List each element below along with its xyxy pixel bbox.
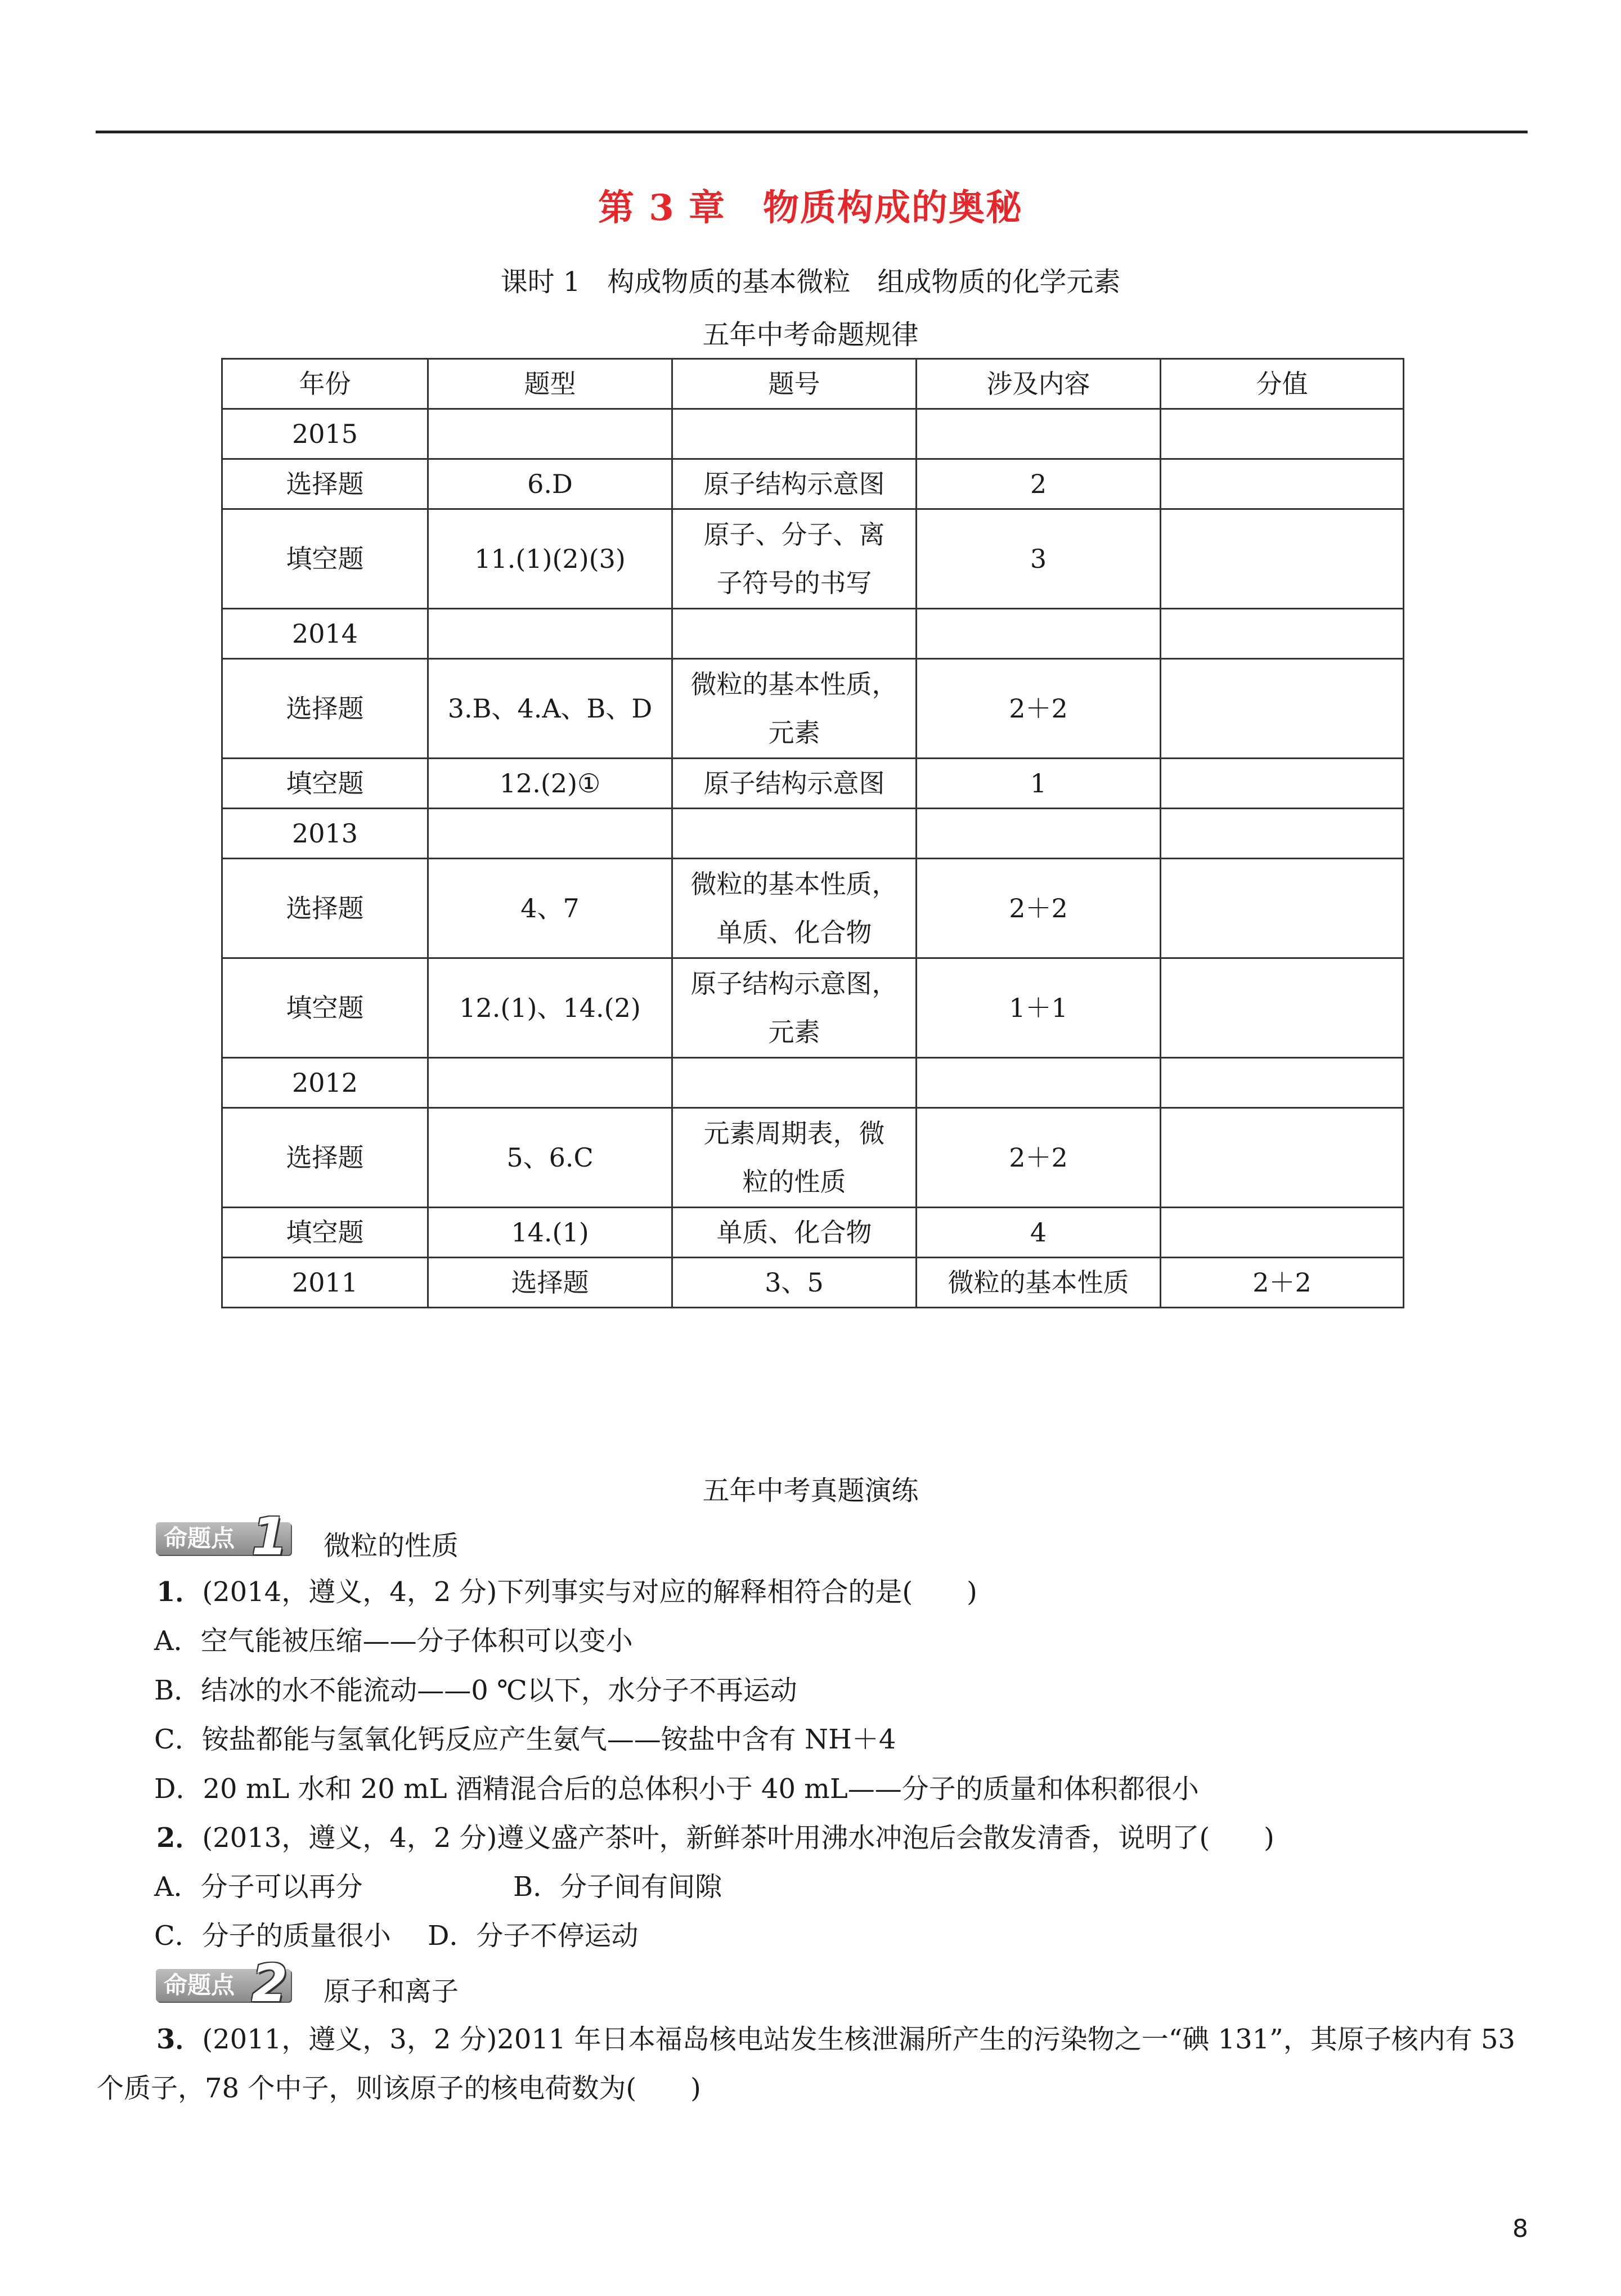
table-cell: 4 bbox=[917, 1208, 1161, 1258]
exam-rules-table bbox=[221, 358, 1404, 1308]
table-cell: 2011 bbox=[222, 1258, 428, 1308]
cell-line: 元素周期表，微 bbox=[703, 1118, 885, 1149]
question-text: (2011，遵义，3，2 分)2011 年日本福岛核电站发生核泄漏所产生的污染物之一“碘 131”，其原子核内有 53 bbox=[202, 2024, 1516, 2055]
table-cell: 填空题 bbox=[222, 509, 428, 609]
table-cell bbox=[672, 1058, 917, 1108]
cell-line: 原子结构示意图， bbox=[690, 968, 898, 999]
question-text: (2014，遵义，4，2 分)下列事实与对应的解释相符合的是( ) bbox=[202, 1576, 977, 1608]
table-cell: 3 bbox=[917, 509, 1161, 609]
question-2-option-d: D．分子不停运动 bbox=[428, 1920, 639, 1952]
table-row bbox=[222, 409, 1404, 459]
table-cell: 2＋2 bbox=[917, 1108, 1161, 1208]
table-cell: 原子结构示意图 bbox=[672, 759, 917, 809]
table-row bbox=[222, 759, 1404, 809]
header-rule bbox=[96, 131, 1528, 133]
table-row bbox=[222, 509, 1404, 609]
table-cell bbox=[1161, 859, 1404, 958]
table-cell bbox=[1161, 759, 1404, 809]
cell-line: 单质、化合物 bbox=[716, 917, 872, 948]
topic-title-2: 原子和离子 bbox=[324, 1976, 459, 2007]
table-cell bbox=[1161, 809, 1404, 859]
table-cell bbox=[428, 609, 672, 659]
lesson-title: 课时 1 构成物质的基本微粒 组成物质的化学元素 bbox=[500, 266, 1121, 298]
table-cell: 2＋2 bbox=[1161, 1258, 1404, 1308]
question-2-stem bbox=[156, 1816, 1274, 1855]
table-cell: 2＋2 bbox=[917, 859, 1161, 958]
header-number: 题号 bbox=[672, 359, 917, 409]
table-cell: 12.(1)、14.(2) bbox=[428, 958, 672, 1058]
table-cell bbox=[428, 809, 672, 859]
table-cell bbox=[1161, 1058, 1404, 1108]
question-3-line-2: 个质子，78 个中子，则该原子的核电荷数为( ) bbox=[97, 2073, 701, 2104]
table-cell bbox=[428, 409, 672, 459]
table-cell: 2012 bbox=[222, 1058, 428, 1108]
table-cell bbox=[917, 809, 1161, 859]
table-cell: 填空题 bbox=[222, 1208, 428, 1258]
table-cell bbox=[1161, 1208, 1404, 1258]
header-type: 题型 bbox=[428, 359, 672, 409]
question-2-option-c: C．分子的质量很小 bbox=[154, 1920, 391, 1952]
table-row bbox=[222, 1208, 1404, 1258]
table-cell: 5、6.C bbox=[428, 1108, 672, 1208]
cell-line: 元素 bbox=[768, 1017, 820, 1047]
table-cell: 14.(1) bbox=[428, 1208, 672, 1258]
table-cell: 选择题 bbox=[222, 1108, 428, 1208]
table-cell: 选择题 bbox=[222, 859, 428, 958]
table-cell bbox=[917, 409, 1161, 459]
table-cell bbox=[917, 1058, 1161, 1108]
table-header-row bbox=[222, 359, 1404, 409]
cell-line: 元素 bbox=[768, 718, 820, 748]
topic-badge-1 bbox=[156, 1506, 291, 1567]
table-cell: 填空题 bbox=[222, 958, 428, 1058]
table-row bbox=[222, 1058, 1404, 1108]
question-number: 1． bbox=[156, 1576, 203, 1608]
topic-badge-2 bbox=[156, 1953, 291, 2014]
table-row bbox=[222, 859, 1404, 958]
table-row bbox=[222, 459, 1404, 509]
question-1-option-a: A．空气能被压缩——分子体积可以变小 bbox=[154, 1625, 633, 1657]
table-cell: 1＋1 bbox=[917, 958, 1161, 1058]
table-cell: 选择题 bbox=[428, 1258, 672, 1308]
badge-number: 1 bbox=[251, 1506, 288, 1567]
table-cell: 6.D bbox=[428, 459, 672, 509]
table-cell bbox=[672, 609, 917, 659]
table-cell bbox=[672, 509, 917, 609]
table-cell: 选择题 bbox=[222, 459, 428, 509]
table-cell: 2014 bbox=[222, 609, 428, 659]
table-row bbox=[222, 958, 1404, 1058]
table-cell: 2＋2 bbox=[917, 659, 1161, 759]
table-cell: 3、5 bbox=[672, 1258, 917, 1308]
section-title: 五年中考真题演练 bbox=[702, 1475, 919, 1506]
table-row bbox=[222, 1108, 1404, 1208]
table-cell: 2013 bbox=[222, 809, 428, 859]
question-1-option-d: D．20 mL 水和 20 mL 酒精混合后的总体积小于 40 mL——分子的质量和体积都很小 bbox=[154, 1773, 1199, 1805]
question-2-option-a: A．分子可以再分 bbox=[154, 1871, 363, 1903]
cell-line: 微粒的基本性质， bbox=[690, 669, 898, 699]
table-cell: 11.(1)(2)(3) bbox=[428, 509, 672, 609]
question-number: 3． bbox=[156, 2024, 203, 2055]
table-cell bbox=[672, 859, 917, 958]
table-cell: 选择题 bbox=[222, 659, 428, 759]
header-content: 涉及内容 bbox=[917, 359, 1161, 409]
table-cell: 单质、化合物 bbox=[672, 1208, 917, 1258]
badge-label: 命题点 bbox=[164, 1971, 235, 1999]
table-row bbox=[222, 659, 1404, 759]
table-cell bbox=[1161, 659, 1404, 759]
table-cell bbox=[1161, 609, 1404, 659]
table-cell bbox=[1161, 509, 1404, 609]
header-score: 分值 bbox=[1161, 359, 1404, 409]
table-row bbox=[222, 609, 1404, 659]
topic-title-1: 微粒的性质 bbox=[324, 1530, 459, 1562]
page-number: 8 bbox=[1512, 2214, 1528, 2243]
question-2-option-b: B．分子间有间隙 bbox=[513, 1871, 722, 1903]
badge-label: 命题点 bbox=[164, 1524, 235, 1552]
table-cell bbox=[672, 1108, 917, 1208]
table-cell bbox=[672, 409, 917, 459]
question-text: (2013，遵义，4，2 分)遵义盛产茶叶，新鲜茶叶用沸水冲泡后会散发清香，说明了( ) bbox=[202, 1822, 1274, 1854]
table-cell: 原子结构示意图 bbox=[672, 459, 917, 509]
header-year: 年份 bbox=[222, 359, 428, 409]
cell-line: 子符号的书写 bbox=[716, 568, 872, 598]
table-cell bbox=[672, 958, 917, 1058]
table-cell bbox=[428, 1058, 672, 1108]
table-row bbox=[222, 809, 1404, 859]
table-cell: 2 bbox=[917, 459, 1161, 509]
table-cell: 1 bbox=[917, 759, 1161, 809]
table-cell: 12.(2)① bbox=[428, 759, 672, 809]
table-cell bbox=[917, 609, 1161, 659]
question-1-option-b: B．结冰的水不能流动——0 ℃以下，水分子不再运动 bbox=[154, 1675, 797, 1706]
cell-line: 原子、分子、离 bbox=[703, 519, 885, 550]
table-cell bbox=[1161, 958, 1404, 1058]
table-cell bbox=[672, 809, 917, 859]
table-row bbox=[222, 1258, 1404, 1308]
table-title: 五年中考命题规律 bbox=[702, 319, 919, 351]
cell-line: 微粒的基本性质， bbox=[690, 869, 898, 899]
table-cell: 微粒的基本性质 bbox=[917, 1258, 1161, 1308]
table-cell bbox=[1161, 459, 1404, 509]
table-cell: 4、7 bbox=[428, 859, 672, 958]
question-3-line-1 bbox=[156, 2017, 1515, 2056]
table-cell: 填空题 bbox=[222, 759, 428, 809]
question-number: 2． bbox=[156, 1822, 203, 1854]
table-cell bbox=[1161, 1108, 1404, 1208]
cell-line: 粒的性质 bbox=[742, 1167, 846, 1197]
table-cell: 2015 bbox=[222, 409, 428, 459]
table-cell: 3.B、4.A、B、D bbox=[428, 659, 672, 759]
badge-number: 2 bbox=[251, 1953, 288, 2014]
question-1-stem bbox=[156, 1570, 977, 1609]
chapter-title: 第 3 章 物质构成的奥秘 bbox=[598, 187, 1023, 229]
table-cell bbox=[1161, 409, 1404, 459]
question-1-option-c: C．铵盐都能与氢氧化钙反应产生氨气——铵盐中含有 NH＋4 bbox=[154, 1724, 896, 1755]
table-cell bbox=[672, 659, 917, 759]
